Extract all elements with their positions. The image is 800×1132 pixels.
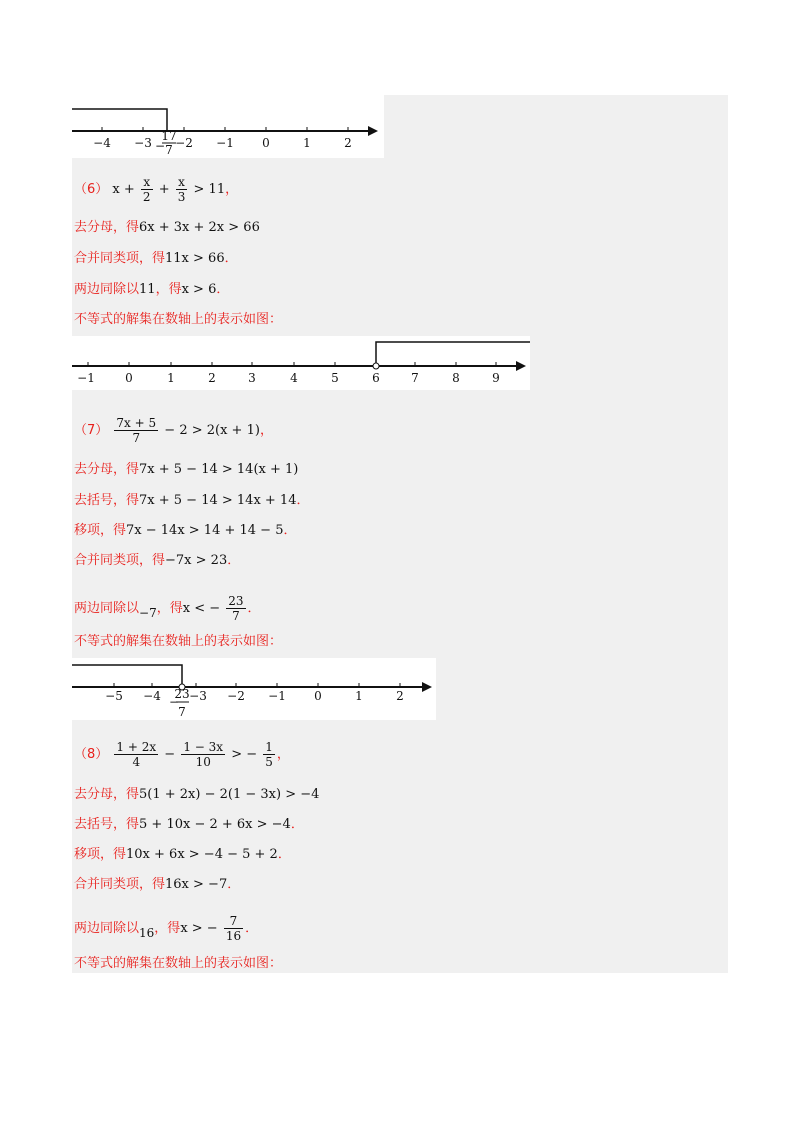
tick-label: 0	[314, 689, 322, 703]
p7-step-4: 合并同类项，得−7x > 23．	[74, 553, 241, 568]
marker-numerator: 17	[161, 129, 177, 143]
p8-step-5: 两边同除以16，得x > − $\frac{7}{16}$ ．	[74, 914, 259, 943]
marker-denominator: 7	[165, 143, 173, 157]
p7-step-5: 两边同除以−7，得x < − $\frac{23}{7}$ ．	[74, 594, 261, 623]
solution-ray	[72, 665, 182, 687]
tick-label: 2	[396, 689, 404, 703]
tick-label: 5	[331, 371, 339, 385]
tick-label: 6	[372, 371, 380, 385]
axis-arrow	[516, 361, 526, 371]
tick-label: 3	[248, 371, 256, 385]
tick-label: −4	[93, 136, 111, 150]
marker-sign: −	[154, 139, 166, 153]
p6-step-2: 合并同类项，得11x > 66．	[74, 251, 238, 266]
tick-label: −2	[175, 136, 193, 150]
tick-label: 2	[344, 136, 352, 150]
tick-label: −1	[216, 136, 234, 150]
p7-step-3: 移项，得7x − 14x > 14 + 14 − 5．	[74, 523, 297, 538]
problem-label: （8）	[74, 747, 109, 762]
p8-step-2: 去括号，得5 + 10x − 2 + 6x > −4．	[74, 817, 304, 832]
tick-label: 8	[452, 371, 460, 385]
p6-step-3: 两边同除以11，得x > 6．	[74, 282, 230, 297]
p6-step-1: 去分母，得6x + 3x + 2x > 66	[74, 220, 260, 235]
p8-step-3: 移项，得10x + 6x > −4 − 5 + 2．	[74, 847, 291, 862]
tick-label: −5	[105, 689, 123, 703]
marker-sign: −	[168, 695, 180, 709]
tick-label: 1	[355, 689, 363, 703]
tick-label: 9	[492, 371, 500, 385]
solution-ray	[72, 109, 167, 131]
p6-caption: 不等式的解集在数轴上的表示如图：	[74, 312, 283, 327]
p8-caption: 不等式的解集在数轴上的表示如图：	[74, 956, 283, 971]
marker-denominator: 7	[178, 705, 186, 719]
number-line-5	[72, 95, 384, 158]
axis-arrow	[422, 682, 432, 692]
problem-7: （7） $\frac{7x + 5}{7}$ − 2 > 2(x + 1)，	[74, 416, 273, 445]
problem-6: （6） x + $\frac{x}{2}$ + $\frac{x}{3}$ > 11，	[74, 175, 239, 204]
solution-ray	[376, 342, 530, 366]
p8-step-4: 合并同类项，得16x > −7．	[74, 877, 241, 892]
tick-label: 1	[303, 136, 311, 150]
p7-step-1: 去分母，得7x + 5 − 14 > 14(x + 1)	[74, 462, 299, 477]
problem-label: （7）	[74, 423, 109, 438]
tick-label: −4	[143, 689, 161, 703]
tick-label: −3	[134, 136, 152, 150]
axis-arrow	[368, 126, 378, 136]
open-circle	[373, 363, 379, 369]
tick-label: −1	[268, 689, 286, 703]
tick-label: 0	[262, 136, 270, 150]
tick-label: 2	[208, 371, 216, 385]
marker-numerator: 23	[174, 687, 190, 701]
number-line-7	[72, 658, 436, 720]
problem-8: （8） $\frac{1 + 2x}{4}$ − $\frac{1 - 3x}{10}$ > − $\frac{1}{5}$ ，	[74, 740, 290, 769]
tick-label: −3	[189, 689, 207, 703]
p7-step-2: 去括号，得7x + 5 − 14 > 14x + 14．	[74, 493, 310, 508]
number-line-6	[72, 336, 530, 390]
tick-label: −2	[227, 689, 245, 703]
tick-label: −1	[77, 371, 95, 385]
tick-label: 4	[290, 371, 298, 385]
tick-label: 1	[167, 371, 175, 385]
p7-caption: 不等式的解集在数轴上的表示如图：	[74, 634, 283, 649]
tick-label: 7	[411, 371, 419, 385]
p8-step-1: 去分母，得5(1 + 2x) − 2(1 − 3x) > −4	[74, 787, 320, 802]
problem-label: （6）	[74, 182, 109, 197]
tick-label: 0	[125, 371, 133, 385]
